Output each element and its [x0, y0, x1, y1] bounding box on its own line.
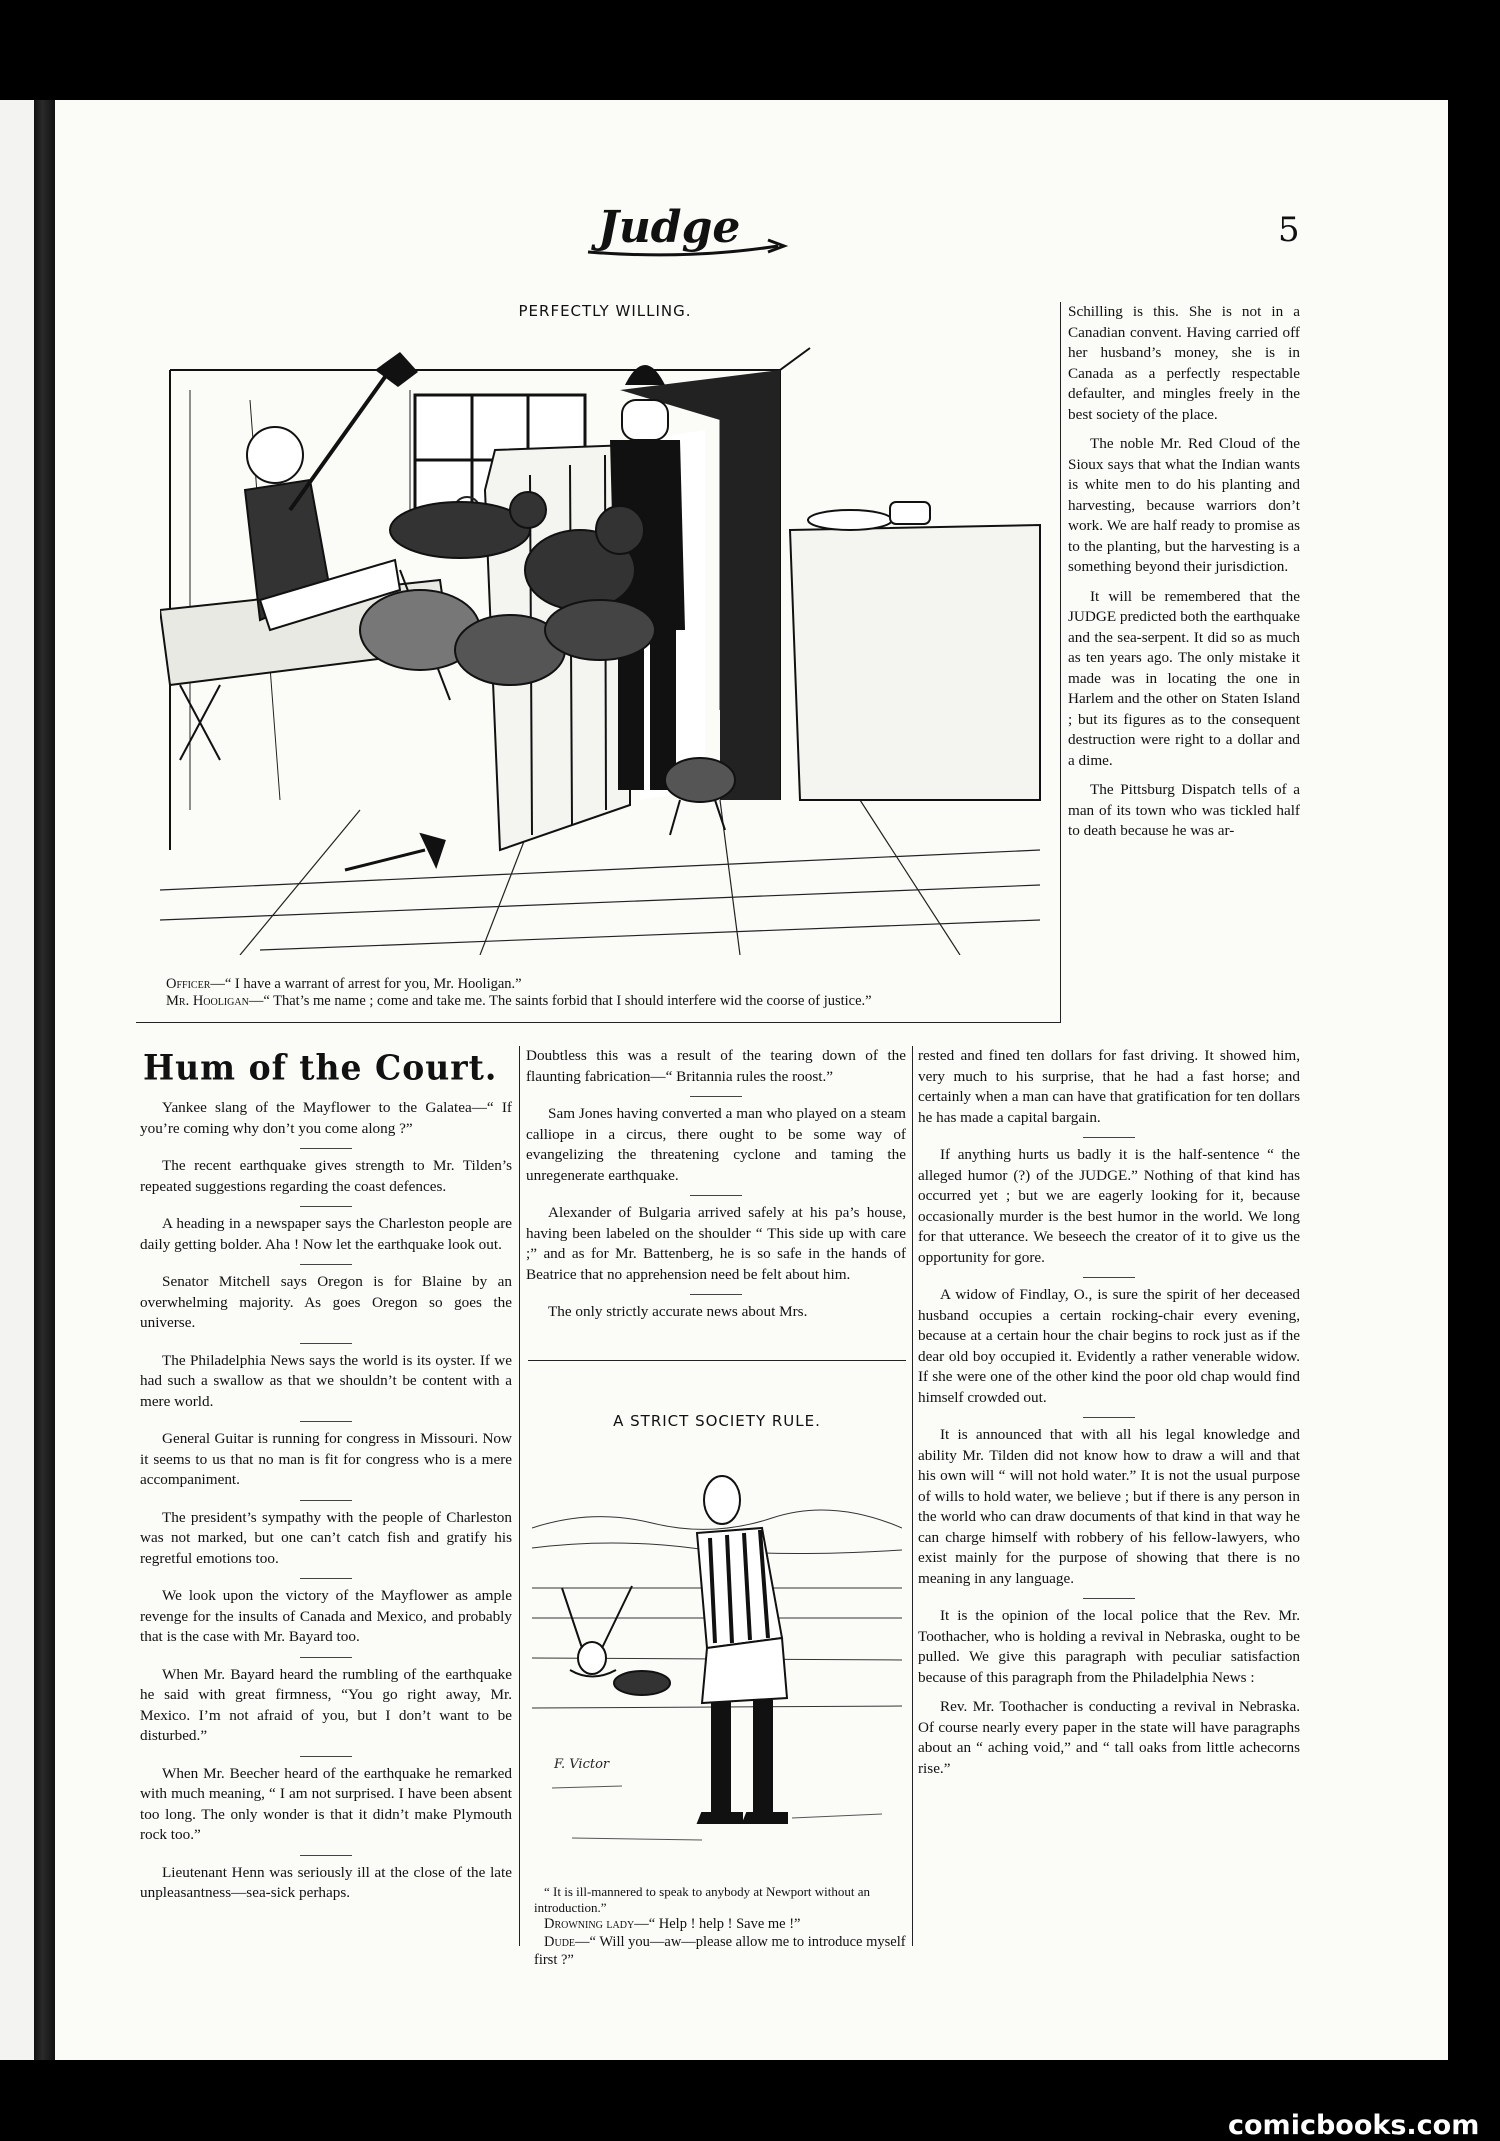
paragraph: Yankee slang of the Mayflower to the Galatea—“ If you’re coming why don’t you come along ?” — [140, 1099, 512, 1137]
judge-logo-text: Judge — [598, 202, 741, 253]
paragraph: Sam Jones having converted a man who played on a steam calliope in a circus, there ought to be some way of evangelizing the threatening cyclone and taming the unregenerate earthquake. — [526, 1105, 906, 1184]
dude-figure — [614, 1476, 787, 1823]
top-cartoon-caption: Officer—“ I have a warrant of arrest for you, Mr. Hooligan.” Mr. Hooligan—“ That’s me name ; come and take me. The saints forbid that I should interfere wid the coorse of justice.” — [166, 976, 872, 1009]
page-number: 5 — [1278, 210, 1300, 250]
paragraph: A heading in a newspaper says the Charleston people are daily getting bolder. Aha ! Now let the earthquake look out. — [140, 1215, 512, 1253]
book-spine — [34, 100, 55, 2060]
column-rule-top — [1060, 302, 1061, 1022]
column-1 — [140, 1098, 512, 1913]
caption-hooligan-label: Mr. Hooligan — [166, 993, 249, 1009]
paragraph: Alexander of Bulgaria arrived safely at his pa’s house, having been labeled on the shoulder “ This side up with care ;” and as for Mr. Battenberg, he is so safe in the hands of Beatrice that no apprehension need be felt about him. — [526, 1204, 906, 1283]
paragraph: The recent earthquake gives strength to Mr. Tilden’s repeated suggestions regarding the coast defences. — [140, 1157, 512, 1195]
top-cartoon-illustration — [160, 330, 1050, 955]
paragraph: We look upon the victory of the Mayflower as ample revenge for the insults of Canada and Mexico, and probably that is the case with Mr. Bayard too. — [140, 1587, 512, 1645]
paragraph: The Pittsburg Dispatch tells of a man of its town who was tickled half to death because he was ar- — [1068, 781, 1300, 839]
paragraph: rested and fined ten dollars for fast driving. It showed him, very much to his surprise, that he had a fast horse; and certainly when a man can have that gratification for ten dollars he has made a capital bargain. — [918, 1047, 1300, 1126]
paragraph: The Philadelphia News says the world is its oyster. If we had such a swallow as that we shouldn’t be content with a mere world. — [140, 1351, 512, 1410]
column-rule-2 — [912, 1046, 913, 1946]
caption-officer-line: “ I have a warrant of arrest for you, Mr. Hooligan.” — [224, 976, 522, 992]
section-heading: Hum of the Court. — [143, 1047, 498, 1088]
paragraph: Doubtless this was a result of the tearing down of the flaunting fabrication—“ Britannia rules the roost.” — [526, 1047, 906, 1085]
left-page-edge — [0, 100, 34, 2060]
artist-signature: F. Victor — [554, 1757, 610, 1772]
paragraph: General Guitar is running for congress in Missouri. Now it seems to us that no man is fit for congress who is a mere accompaniment. — [140, 1430, 512, 1488]
judge-logo — [568, 196, 828, 266]
right-top-column — [1068, 302, 1300, 851]
paragraph: It is announced that with all his legal knowledge and ability Mr. Tilden did not know how to draw a will and that his own will “ will not hold water.” It is not the usual purpose of wills to hold water, we believe ; but if there is any person in the world who can draw documents of that kind in that way he can charge himself with robbery of his fellow-lawyers, who exist mainly for the purpose of showing that there is no meaning in any language. — [918, 1426, 1300, 1587]
paragraph: Senator Mitchell says Oregon is for Blaine by an overwhelming majority. As goes Oregon so goes the universe. — [140, 1273, 512, 1331]
bottom-caption-intro: “ It is ill-mannered to speak to anybody at Newport without an introduction.” — [534, 1884, 871, 1915]
column-rule-1 — [519, 1046, 520, 1946]
bottom-cartoon-caption: “ It is ill-mannered to speak to anybody at Newport without an introduction.” Drowning lady—“ Help ! help ! Save me !” Dude—“ Will you—aw—please allow me to introduce myself first ?” — [534, 1884, 906, 1968]
bottom-cartoon-title: A STRICT SOCIETY RULE. — [613, 1412, 821, 1430]
site-watermark: comicbooks.com — [1228, 2110, 1480, 2141]
caption-drowning-lady-label: Drowning lady — [544, 1916, 635, 1932]
paragraph: The noble Mr. Red Cloud of the Sioux says that what the Indian wants is white men to do his planting and harvesting, because warriors don’t work. We are half ready to promise as to the planting, but the harvesting is a something beyond their jurisdiction. — [1068, 435, 1300, 575]
rule-above-bottom-cartoon — [528, 1360, 906, 1361]
paragraph: If anything hurts us badly it is the half-sentence “ the alleged humor (?) of the JUDGE.” Nothing of that kind has occurred yet ; but we are eagerly looking for it, because occasionally murder is the best humor in the world. We long for that utterance. We beseech the creator of it to give us the opportunity for gore. — [918, 1146, 1300, 1266]
paragraph: When Mr. Beecher heard of the earthquake he remarked with much meaning, “ I am not surprised. I have been absent too long. The only wonder is that it didn’t make Plymouth rock too.” — [140, 1764, 512, 1843]
caption-drowning-lady-line: “ Help ! help ! Save me !” — [648, 1916, 801, 1932]
paragraph: Rev. Mr. Toothacher is conducting a revival in Nebraska. Of course nearly every paper in the state will have paragraphs about an “ aching void,” and “ tall oaks from little achecorns rise.” — [918, 1698, 1300, 1777]
paragraph: Lieutenant Henn was seriously ill at the close of the late unpleasantness—sea-sick perhaps. — [140, 1863, 512, 1901]
paragraph: It is the opinion of the local police that the Rev. Mr. Toothacher, who is holding a revival in Nebraska, ought to be pulled. We give this paragraph with peculiar satisfaction because of this paragraph from the Philadelphia News : — [918, 1607, 1300, 1686]
caption-officer-label: Officer — [166, 976, 211, 992]
caption-hooligan-line: “ That’s me name ; come and take me. The saints forbid that I should interfere wid the coorse of justice.” — [263, 993, 872, 1009]
top-cartoon-title: PERFECTLY WILLING. — [518, 302, 692, 320]
paragraph: A widow of Findlay, O., is sure the spirit of her deceased husband occupies a certain rocking-chair every evening, because at a certain hour the chair begins to rock just as if the dear old boy occupied it. Evidently a rather venerable widow. If she were one of the other kind the poor old chap would find himself crowded out. — [918, 1286, 1300, 1406]
horizontal-rule-under-cartoon — [136, 1022, 1061, 1023]
paragraph: It will be remembered that the JUDGE predicted both the earthquake and the sea-serpent. It did so as much as ten years ago. The only mistake it made was in locating the one in Harlem and the other on Staten Island ; but its figures as to the consequent destruction were right to a dollar and a dime. — [1068, 587, 1300, 769]
paragraph: The president’s sympathy with the people of Charleston was not marked, but one can’t catch fish and gratify his regretful emotions too. — [140, 1508, 512, 1567]
caption-dude-label: Dude — [544, 1934, 576, 1950]
paragraph: The only strictly accurate news about Mrs. — [548, 1303, 808, 1320]
caption-dude-line: “ Will you—aw—please allow me to introduce myself first ?” — [534, 1934, 906, 1968]
side-table — [790, 502, 1040, 800]
paragraph: Schilling is this. She is not in a Canadian convent. Having carried off her husband’s money, she is in Canada as a perfectly respectable defaulter, and mingles freely in the best society of the place. — [1068, 303, 1300, 423]
axe — [345, 835, 444, 870]
column-3 — [918, 1046, 1300, 1788]
column-2 — [526, 1046, 906, 1332]
drowning-lady-figure — [562, 1586, 632, 1677]
paragraph: When Mr. Bayard heard the rumbling of the earthquake he said with great firmness, “You go right away, Mr. Mexico. I’m not afraid of you, but I don’t want to be disturbed.” — [140, 1665, 512, 1744]
bottom-cartoon-illustration — [532, 1438, 902, 1878]
pole — [290, 370, 390, 510]
